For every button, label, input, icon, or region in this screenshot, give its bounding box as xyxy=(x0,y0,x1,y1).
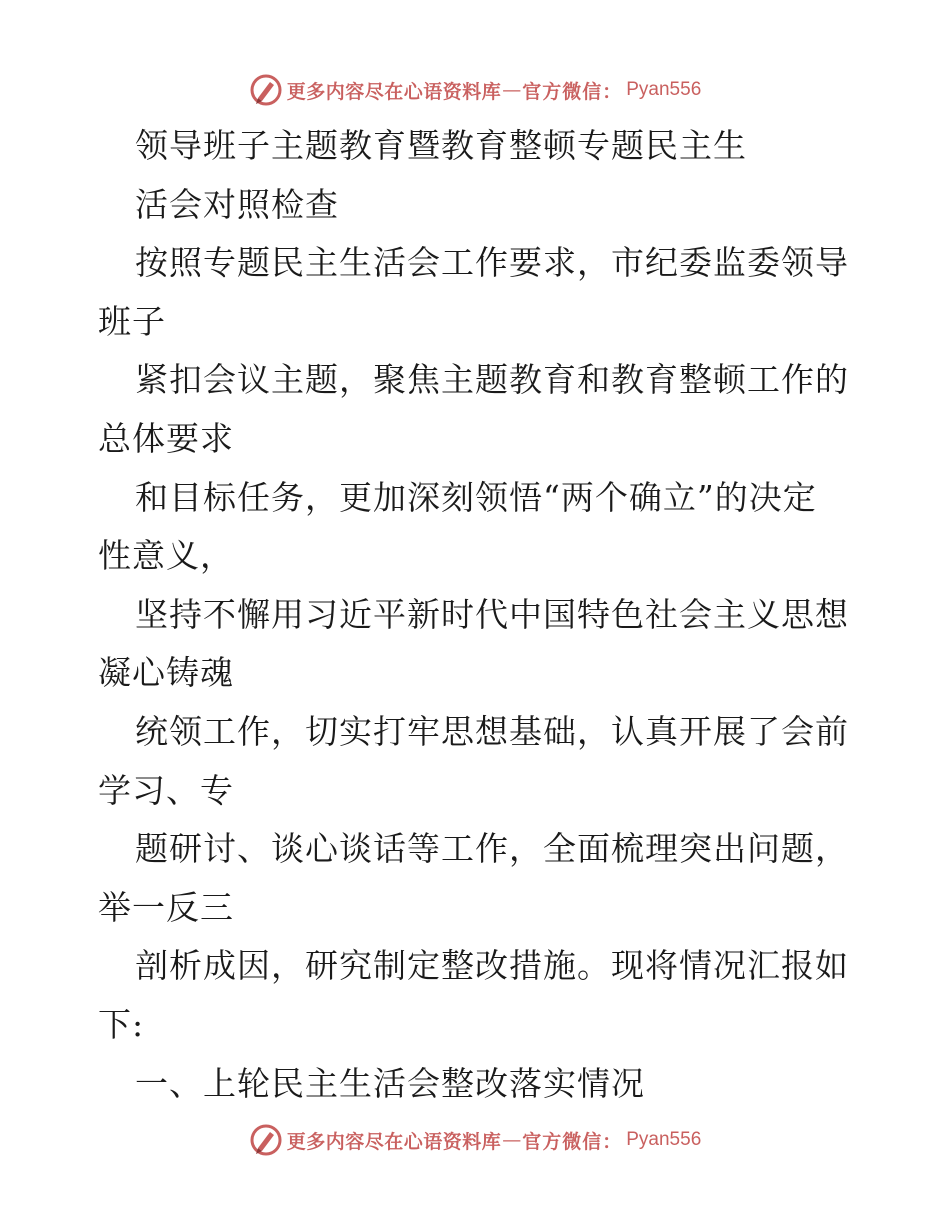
paragraph-line: 按照专题民主生活会工作要求，市纪委监委领导 xyxy=(135,243,849,283)
paragraph-line: 性意义， xyxy=(98,536,234,576)
footer-watermark-banner xyxy=(0,1120,950,1160)
banner-wechat-id: Pyan556 xyxy=(626,1129,702,1150)
banner-main-text: 更多内容尽在心语资料库 xyxy=(286,80,502,103)
doc-title-line-2: 活会对照检查 xyxy=(135,184,339,224)
banner-main-text: 更多内容尽在心语资料库 xyxy=(286,1130,502,1153)
paragraph-line: 剖析成因，研究制定整改措施。现将情况汇报如 xyxy=(135,946,849,986)
paragraph-line: 学习、专 xyxy=(98,770,234,810)
paragraph-line: 坚持不懈用习近平新时代中国特色社会主义思想 xyxy=(135,594,849,634)
paragraph-line: 题研讨、谈心谈话等工作，全面梳理突出问题， xyxy=(135,829,849,869)
doc-title-line-1: 领导班子主题教育暨教育整顿专题民主生 xyxy=(135,126,747,165)
paragraph-line: 和目标任务，更加深刻领悟“两个确立”的决定 xyxy=(135,477,817,517)
banner-wechat-label: 官方微信： xyxy=(522,80,623,103)
pen-logo-icon xyxy=(249,73,283,107)
pen-logo-icon xyxy=(249,1123,283,1157)
paragraph-line: 总体要求 xyxy=(98,418,234,458)
paragraph-line: 举一反三 xyxy=(98,887,234,927)
paragraph-line: 班子 xyxy=(98,301,166,341)
paragraph-line: 凝心铸魂 xyxy=(98,653,234,693)
paragraph-line: 下: xyxy=(98,1004,145,1044)
paragraph-line: 统领工作，切实打牢思想基础，认真开展了会前 xyxy=(135,711,849,751)
document-body xyxy=(98,117,858,1113)
header-watermark-banner xyxy=(0,70,950,110)
banner-wechat-label: 官方微信： xyxy=(522,1130,623,1153)
banner-dash: — xyxy=(502,79,522,101)
paragraph-line: 紧扣会议主题，聚焦主题教育和教育整顿工作的 xyxy=(135,360,849,400)
banner-wechat-id: Pyan556 xyxy=(626,79,702,100)
section-heading: 一、上轮民主生活会整改落实情况 xyxy=(135,1063,645,1103)
banner-dash: — xyxy=(502,1129,522,1151)
